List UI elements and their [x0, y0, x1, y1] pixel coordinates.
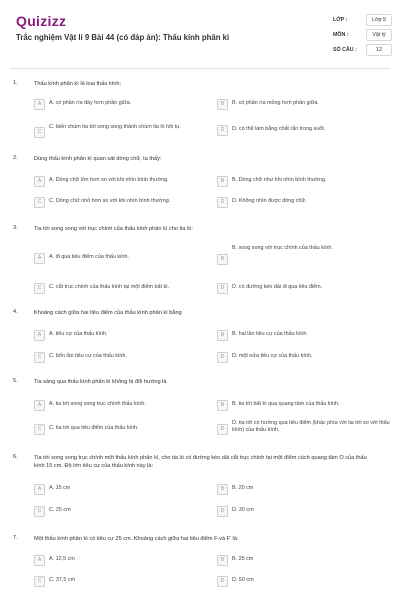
worksheet-header	[0, 0, 400, 70]
option-b[interactable]	[217, 245, 387, 265]
option-text: A. Dòng chữ lớn hơn so với khi nhìn bình thường.	[49, 177, 169, 183]
option-a[interactable]	[34, 400, 214, 412]
option-letter: B	[217, 400, 228, 411]
option-letter: A	[34, 400, 45, 411]
worksheet-title: Trắc nghiệm Vật lí 9 Bài 44 (có đáp án): Thấu kính phân kì	[16, 33, 230, 42]
option-text: D. Không nhìn được dòng chữ.	[232, 198, 307, 204]
option-c[interactable]	[34, 424, 214, 436]
option-b[interactable]	[217, 484, 387, 496]
option-text: B. có phần rìa mỏng hơn phần giữa.	[232, 100, 319, 106]
option-letter: A	[34, 176, 45, 187]
option-text: C. tia tới qua tiêu điểm của thấu kính.	[49, 425, 139, 431]
quizizz-logo: Quizizz	[16, 13, 67, 29]
option-text: D. tia tới có hướng qua tiêu điểm (khác phía với tia tới so với thấu kính) của thấu kính.	[232, 420, 390, 433]
option-text: B. tia tới bất kì qua quang tâm của thấu kính.	[232, 401, 340, 407]
option-letter: B	[217, 176, 228, 187]
option-d[interactable]	[217, 197, 387, 209]
header-divider	[10, 68, 390, 69]
option-text: D. 50 cm	[232, 577, 254, 583]
option-letter: B	[217, 99, 228, 110]
option-letter: D	[217, 125, 228, 136]
option-letter: D	[217, 506, 228, 517]
option-letter: C	[34, 506, 45, 517]
option-text: A. có phần rìa dày hơn phần giữa.	[49, 100, 132, 106]
question-text: Dùng thấu kính phân kì quan sát dòng chữ, ta thấy:	[34, 156, 162, 162]
option-d[interactable]	[217, 352, 387, 364]
option-d[interactable]	[217, 420, 390, 440]
option-d[interactable]	[217, 283, 387, 295]
option-text: A. tia tới song song trục chính thấu kính.	[49, 401, 146, 407]
option-letter: A	[34, 484, 45, 495]
option-letter: D	[217, 197, 228, 208]
option-a[interactable]	[34, 99, 204, 111]
option-letter: C	[34, 576, 45, 587]
question-text: Một thấu kính phân kì có tiêu cự 25 cm. Khoảng cách giữa hai tiêu điểm F và F' là:	[34, 536, 239, 542]
option-c[interactable]	[34, 124, 204, 140]
option-text: C. bốn lần tiêu cự của thấu kính.	[49, 353, 127, 359]
question-number: 1.	[13, 80, 18, 86]
option-letter: D	[217, 576, 228, 587]
question-text: Thấu kính phân kì là loại thấu kính:	[34, 81, 122, 87]
option-letter: A	[34, 555, 45, 566]
option-a[interactable]	[34, 176, 214, 188]
option-text: A. 15 cm	[49, 485, 71, 491]
option-a[interactable]	[34, 555, 214, 567]
option-letter: B	[217, 555, 228, 566]
meta-question-count	[333, 44, 393, 56]
option-letter: D	[217, 283, 228, 294]
option-letter: C	[34, 283, 45, 294]
question-number: 2.	[13, 155, 18, 161]
option-text: C. 37,5 cm	[49, 577, 76, 583]
option-letter: D	[217, 424, 228, 435]
meta-count-value: 12	[366, 44, 392, 56]
option-letter: D	[217, 352, 228, 363]
option-text: A. 12,5 cm	[49, 556, 75, 562]
question-number: 5.	[13, 378, 18, 384]
meta-grade-label: LỚP :	[333, 17, 348, 23]
option-c[interactable]	[34, 352, 214, 364]
option-c[interactable]	[34, 506, 214, 518]
option-c[interactable]	[34, 283, 214, 295]
option-text: B. 25 cm	[232, 556, 254, 562]
meta-count-label: SỐ CÂU :	[333, 47, 357, 53]
question-number: 7.	[13, 535, 18, 541]
option-b[interactable]	[217, 330, 387, 342]
question-number: 4.	[13, 309, 18, 315]
question-text: Tia tới song song trục chính một thấu kính phân kì, cho tia ló có đường kéo dài cắt trục chính tại một điểm cách quang tâm O của thấu kính 15 cm. Độ lớn tiêu cự của thấu kính này là:	[34, 455, 367, 470]
option-letter: B	[217, 254, 228, 265]
option-text: B. song song với trục chính của thấu kính.	[232, 245, 333, 251]
option-letter: B	[217, 484, 228, 495]
option-b[interactable]	[217, 176, 387, 188]
meta-subject	[333, 29, 393, 41]
question-number: 3.	[13, 225, 18, 231]
option-text: D. 30 cm	[232, 507, 254, 513]
option-a[interactable]	[34, 484, 214, 496]
option-b[interactable]	[217, 400, 387, 412]
meta-subject-label: MÔN :	[333, 32, 349, 38]
option-text: B. Dòng chữ như khi nhìn bình thường.	[232, 177, 327, 183]
option-text: B. hai lần tiêu cự của thấu kính.	[232, 331, 308, 337]
option-text: C. biến chùm tia tới song song thành chùm tia ló hội tụ.	[49, 124, 181, 130]
option-a[interactable]	[34, 253, 214, 265]
meta-subject-value: Vật lý	[366, 29, 392, 41]
option-letter: A	[34, 330, 45, 341]
question-text: Tia tới song song với trục chính của thấu kính phân kì cho tia ló:	[34, 226, 193, 232]
meta-grade-value: Lớp 9	[366, 14, 392, 26]
option-text: B. 20 cm	[232, 485, 254, 491]
option-b[interactable]	[217, 99, 387, 111]
option-letter: C	[34, 352, 45, 363]
meta-grade	[333, 14, 393, 26]
option-a[interactable]	[34, 330, 214, 342]
option-text: D. có đường kéo dài đi qua tiêu điểm.	[232, 284, 323, 290]
question-text: Khoảng cách giữa hai tiêu điểm của thấu kính phân kì bằng	[34, 310, 182, 316]
option-text: C. Dòng chữ nhỏ hơn so với khi nhìn bình thường.	[49, 198, 171, 204]
option-b[interactable]	[217, 555, 387, 567]
option-letter: A	[34, 99, 45, 110]
option-letter: B	[217, 330, 228, 341]
question-text: Tia sáng qua thấu kính phân kì không bị đổi hướng là	[34, 379, 167, 385]
option-letter: C	[34, 424, 45, 435]
option-d[interactable]	[217, 506, 387, 518]
option-text: C. 25 cm	[49, 507, 71, 513]
option-d[interactable]	[217, 125, 387, 137]
option-text: C. cắt trục chính của thấu kính tại một điểm bất kì.	[49, 284, 170, 290]
question-number: 6.	[13, 454, 18, 460]
option-letter: C	[34, 197, 45, 208]
option-c[interactable]	[34, 576, 214, 588]
option-text: A. tiêu cự của thấu kính.	[49, 331, 108, 337]
option-letter: A	[34, 253, 45, 264]
option-letter: C	[34, 127, 45, 138]
option-d[interactable]	[217, 576, 387, 588]
option-c[interactable]	[34, 197, 214, 209]
option-text: A. đi qua tiêu điểm của thấu kính.	[49, 254, 130, 260]
option-text: D. có thể làm bằng chất rắn trong suốt.	[232, 126, 326, 132]
option-text: D. một nửa tiêu cự của thấu kính.	[232, 353, 313, 359]
